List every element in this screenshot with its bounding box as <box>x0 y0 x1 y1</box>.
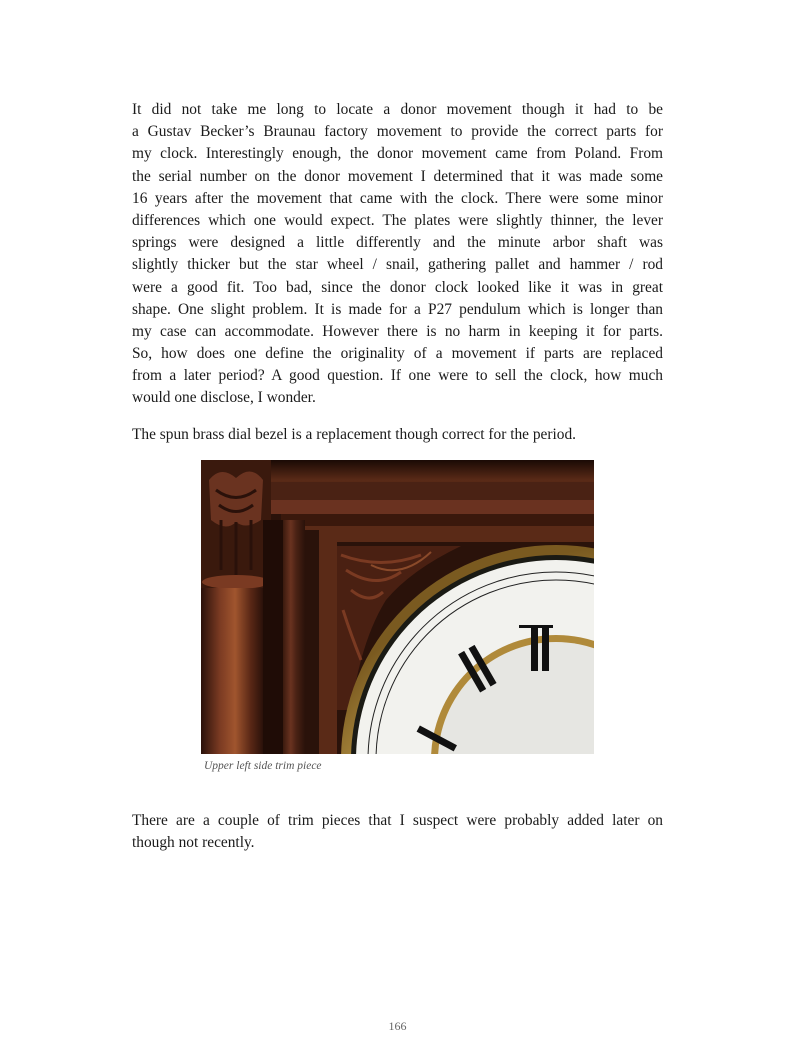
text-line: slightly thicker but the star wheel / snail, gathering pallet and hammer / rod <box>132 256 663 274</box>
clock-case-illustration <box>201 460 594 754</box>
paragraph-trim-pieces <box>132 810 663 854</box>
text-line: my case can accommodate. However there is no harm in keeping it for parts. <box>132 322 663 340</box>
text-line: a Gustav Becker’s Braunau factory movement to provide the correct parts for <box>132 123 663 141</box>
text-line: 16 years after the movement that came with the clock. There were some minor <box>132 189 663 207</box>
text-line: would one disclose, I wonder. <box>132 389 316 407</box>
text-line: The spun brass dial bezel is a replacement though correct for the period. <box>132 426 577 443</box>
text-line: my clock. Interestingly enough, the donor movement came from Poland. From <box>132 145 663 163</box>
text-line: the serial number on the donor movement I determined that it was made some <box>132 167 663 185</box>
text-line: shape. One slight problem. It is made for a P27 pendulum which is longer than <box>132 300 663 318</box>
paragraph-donor-movement <box>132 99 663 410</box>
text-line: So, how does one define the originality of a movement if parts are replaced <box>132 345 663 363</box>
text-line: were a good fit. Too bad, since the donor clock looked like it was in great <box>132 278 663 296</box>
paragraph-bezel <box>132 424 663 446</box>
figure-caption: Upper left side trim piece <box>204 760 322 772</box>
text-line: though not recently. <box>132 834 255 852</box>
clock-case-photo <box>201 460 594 754</box>
text-line: It did not take me long to locate a donor movement though it had to be <box>132 101 663 118</box>
text-line: from a later period? A good question. If one were to sell the clock, how much <box>132 367 663 385</box>
text-line: springs were designed a little differently and the minute arbor shaft was <box>132 234 663 252</box>
text-line: There are a couple of trim pieces that I suspect were probably added later on <box>132 812 663 829</box>
page-number: 166 <box>388 1019 407 1033</box>
text-line: differences which one would expect. The plates were slightly thinner, the lever <box>132 211 663 229</box>
